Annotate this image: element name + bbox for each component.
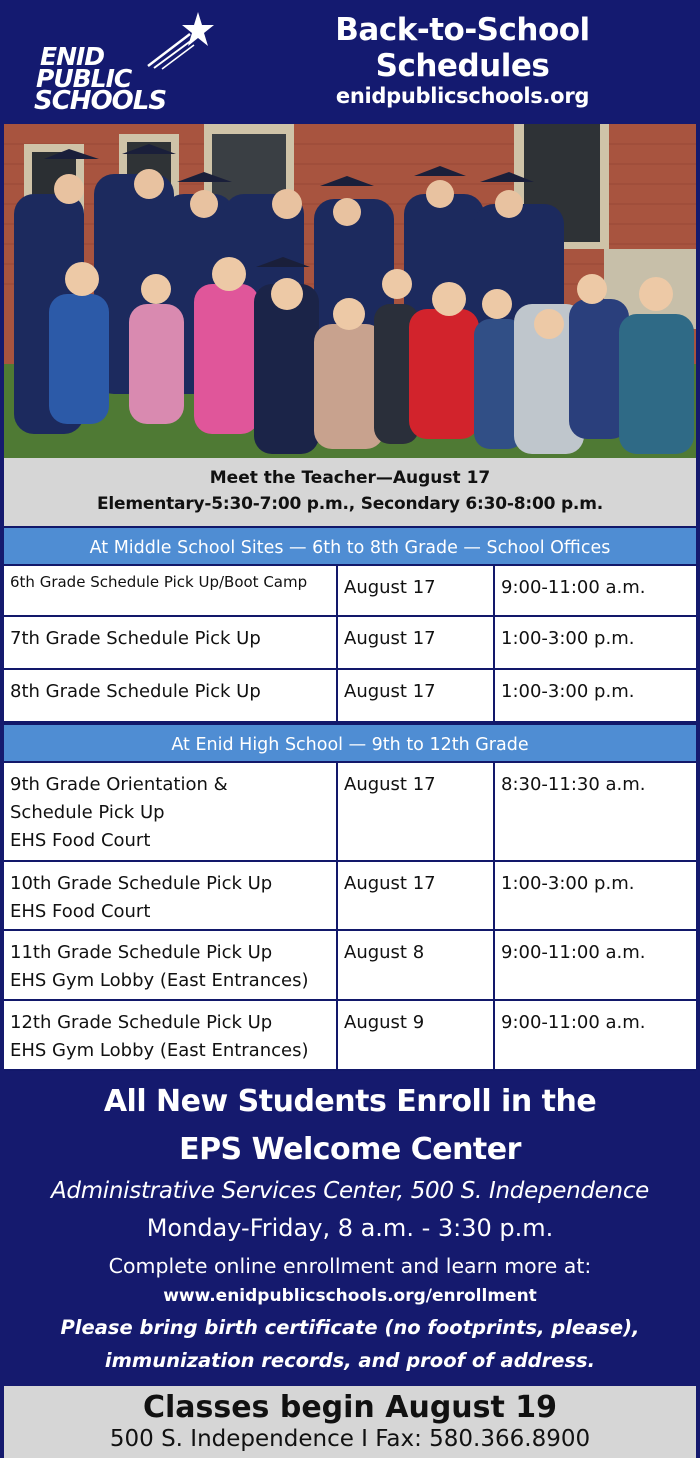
header-website: enidpublicschools.org: [335, 84, 590, 108]
meet-the-teacher-banner: [4, 458, 696, 526]
title-line-1: Back-to-School: [335, 12, 590, 48]
date-cell: August 17: [338, 617, 495, 668]
time-cell: 9:00-11:00 a.m.: [501, 942, 646, 963]
time-cell: 1:00-3:00 p.m.: [501, 681, 635, 702]
event-line: 7th Grade Schedule Pick Up: [10, 628, 261, 649]
footer: [4, 1386, 696, 1458]
event-line: EHS Food Court: [10, 901, 151, 922]
page-title: [300, 12, 625, 84]
shooting-star-icon: [144, 10, 214, 70]
date-cell: August 8: [338, 931, 495, 999]
time-cell: 9:00-11:00 a.m.: [501, 1012, 646, 1033]
event-line: EHS Food Court: [10, 830, 151, 851]
meet-the-teacher-times: Elementary-5:30-7:00 p.m., Secondary 6:30-8:00 p.m.: [97, 494, 603, 514]
time-cell: 9:00-11:00 a.m.: [501, 577, 646, 598]
event-cell: [4, 763, 338, 860]
header: [0, 0, 700, 124]
event-line: 10th Grade Schedule Pick Up: [10, 873, 273, 894]
event-line: 11th Grade Schedule Pick Up: [10, 942, 273, 963]
table-row: [4, 931, 696, 1001]
table-row: [4, 862, 696, 931]
time-cell: 8:30-11:30 a.m.: [501, 774, 646, 795]
event-cell: [4, 617, 338, 668]
footer-contact: 500 S. Independence I Fax: 580.366.8900: [109, 1426, 591, 1452]
event-line: 6th Grade Schedule Pick Up/Boot Camp: [10, 573, 308, 591]
event-line: 9th Grade Orientation &: [10, 774, 228, 795]
date-cell: August 17: [338, 862, 495, 929]
classes-begin-title: Classes begin August 19: [142, 1390, 558, 1425]
event-cell: [4, 670, 338, 721]
logo-text-public: PUBLIC: [36, 64, 132, 93]
table-row: [4, 670, 696, 723]
title-line-2: Schedules: [375, 48, 550, 84]
event-line: EHS Gym Lobby (East Entrances): [10, 1040, 309, 1061]
event-line: Schedule Pick Up: [10, 802, 165, 823]
table-row: [4, 1001, 696, 1071]
date-cell: August 17: [338, 763, 495, 860]
eps-logo: [34, 10, 214, 116]
table-row: [4, 566, 696, 617]
date-cell: August 9: [338, 1001, 495, 1069]
event-line: EHS Gym Lobby (East Entrances): [10, 970, 309, 991]
welcome-heading-line-1: All New Students Enroll in the: [103, 1084, 597, 1119]
event-line: 8th Grade Schedule Pick Up: [10, 681, 261, 702]
welcome-center-section: [0, 1072, 700, 1386]
event-cell: [4, 566, 338, 615]
middle-school-heading: At Middle School Sites — 6th to 8th Grade — School Offices: [4, 526, 696, 566]
required-documents-line-1: Please bring birth certificate (no footprints, please),: [60, 1316, 640, 1339]
enrollment-instructions: Complete online enrollment and learn more at:: [108, 1254, 592, 1278]
logo-text-enid: ENID: [40, 42, 105, 71]
high-school-heading: At Enid High School — 9th to 12th Grade: [4, 723, 696, 763]
table-row: [4, 617, 696, 670]
date-cell: August 17: [338, 670, 495, 721]
logo-text-schools: SCHOOLS: [34, 86, 167, 116]
welcome-address: Administrative Services Center, 500 S. Independence: [50, 1178, 650, 1204]
table-row: [4, 763, 696, 862]
event-line: 12th Grade Schedule Pick Up: [10, 1012, 273, 1033]
time-cell: 1:00-3:00 p.m.: [501, 628, 635, 649]
group-photo: [4, 124, 696, 458]
photo-image: [4, 124, 696, 458]
required-documents-line-2: immunization records, and proof of address.: [104, 1349, 596, 1372]
date-cell: August 17: [338, 566, 495, 615]
welcome-heading-line-2: EPS Welcome Center: [179, 1132, 521, 1167]
event-cell: [4, 931, 338, 999]
meet-the-teacher-date: Meet the Teacher—August 17: [209, 468, 491, 488]
welcome-hours: Monday-Friday, 8 a.m. - 3:30 p.m.: [146, 1214, 554, 1242]
enrollment-link[interactable]: www.enidpublicschools.org/enrollment: [163, 1286, 537, 1306]
event-cell: [4, 862, 338, 929]
time-cell: 1:00-3:00 p.m.: [501, 873, 635, 894]
event-cell: [4, 1001, 338, 1069]
